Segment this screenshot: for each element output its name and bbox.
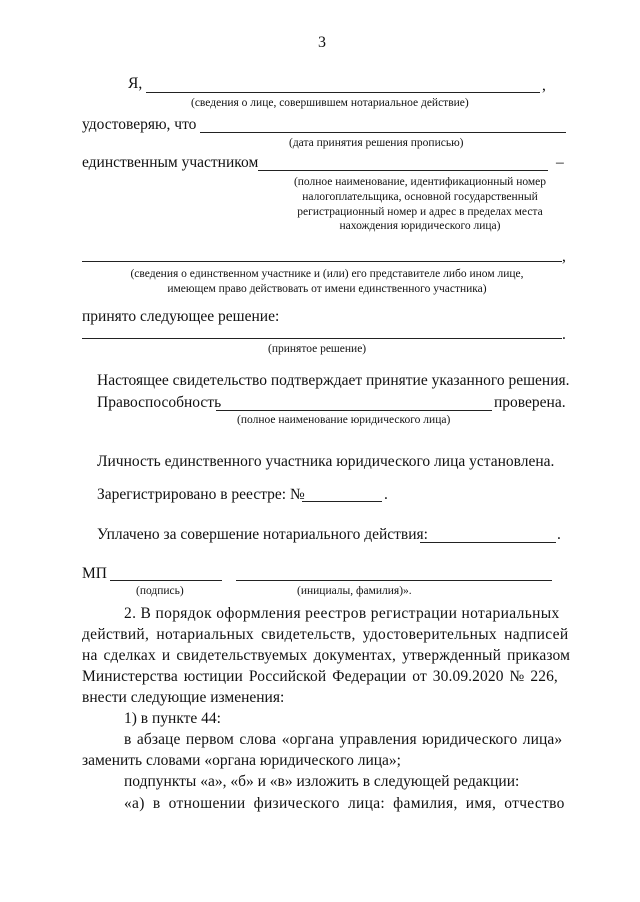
dash: – [556,154,564,171]
identity-text: Личность единственного участника юридического лица установлена. [97,453,555,470]
field-decision[interactable] [82,338,562,339]
comma-2: , [562,248,566,265]
comma: , [542,77,546,94]
item-1: 1) в пункте 44: [124,710,221,727]
field-decision-date[interactable] [200,132,566,133]
hint-full-name: (полное наименование юридического лица) [237,414,451,426]
hint-person: (сведения о лице, совершившем нотариальное действие) [191,97,469,109]
field-capacity[interactable] [216,410,492,411]
hint-member-1: (сведения о единственном участнике и (или) его представителе либо ином лице, [130,268,524,280]
hint-entity-3: регистрационный номер и адрес в пределах места [297,206,543,218]
period-1: . [562,326,566,343]
para2-line-5: внести следующие изменения: [82,689,285,706]
capacity-end: проверена. [494,394,566,411]
abzac-line-1: в абзаце первом слова «органа управления юридического лица» [124,731,563,748]
sub-a-text: «а) в отношении физического лица: фамилия, имя, отчество [124,795,565,812]
field-registry-number[interactable] [302,501,382,502]
label-certify: удостоверяю, что [82,116,197,133]
field-person[interactable] [146,92,540,93]
hint-date: (дата принятия решения прописью) [289,137,464,149]
label-initials: (инициалы, фамилия)». [297,585,412,597]
field-member[interactable] [82,261,562,262]
label-signature: (подпись) [136,585,184,597]
hint-entity-2: налогоплательщика, основной государственный [302,191,538,203]
confirm-text: Настоящее свидетельство подтверждает принятие указанного решения. [97,372,570,389]
abzac-line-2: заменить словами «органа юридического лица»; [82,752,401,769]
subitems-text: подпункты «а», «б» и «в» изложить в следующей редакции: [124,773,520,790]
para2-line-4: Министерства юстиции Российской Федерации от 30.09.2020 № 226, [82,668,558,685]
registered-end: . [384,486,388,503]
hint-entity-4: нахождения юридического лица) [339,220,501,232]
para2-line-2: действий, нотариальных свидетельств, удостоверительных надписей [82,626,569,643]
field-initials[interactable] [236,580,552,581]
label-ya: Я, [128,75,143,92]
label-paid: Уплачено за совершение нотариального действия: [97,526,428,543]
field-signature[interactable] [110,580,222,581]
field-entity[interactable] [258,170,548,171]
hint-member-2: имеющем право действовать от имени единственного участника) [167,283,487,295]
label-mp: МП [82,565,107,582]
para2-line-1: 2. В порядок оформления реестров регистрации нотариальных [124,605,560,622]
paid-end: . [557,526,561,543]
label-decision-taken: принято следующее решение: [82,308,280,325]
label-registered: Зарегистрировано в реестре: № [97,486,305,503]
label-sole-member: единственным участником [82,154,259,171]
hint-decision: (принятое решение) [268,343,367,355]
field-paid[interactable] [420,542,556,543]
page-number: 3 [318,34,326,51]
label-capacity: Правоспособность [97,394,222,411]
para2-line-3: на сделках и свидетельствуемых документах, утвержденный приказом [82,647,571,664]
hint-entity-1: (полное наименование, идентификационный номер [293,176,547,188]
